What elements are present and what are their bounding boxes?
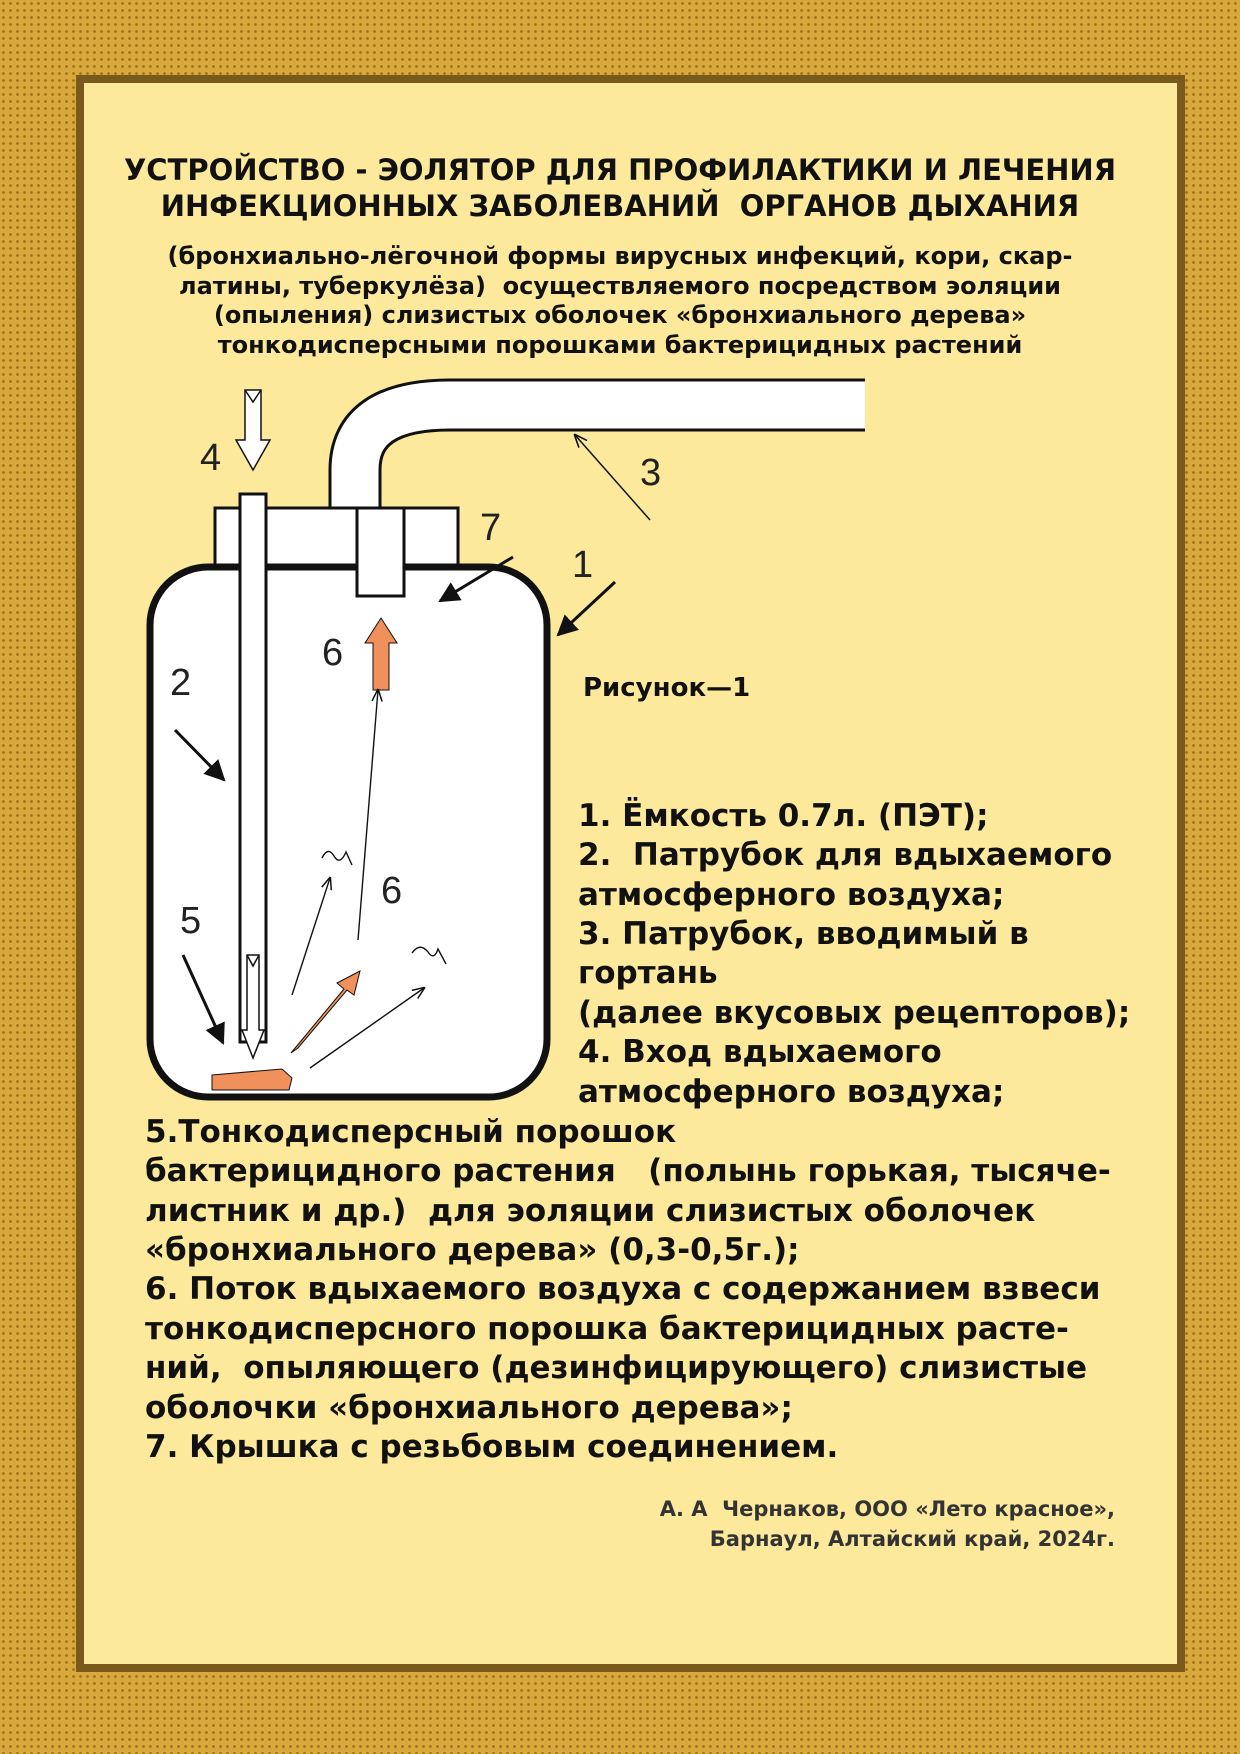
legend-item: атмосферного воздуха; — [578, 1073, 1005, 1110]
legend-item: оболочки «бронхиального дерева»; — [145, 1389, 793, 1426]
legend-item: 6. Поток вдыхаемого воздуха с содержанием взвеси — [145, 1271, 1101, 1308]
label-4: 4 — [200, 437, 222, 479]
author-line: А. А Чернаков, ООО «Лето красное», — [659, 1497, 1115, 1521]
author-line: Барнаул, Алтайский край, 2024г. — [709, 1527, 1115, 1552]
author-credit — [660, 1494, 1115, 1555]
label-6-top: 6 — [322, 632, 344, 674]
legend-item: 7. Крышка с резьбовым соединением. — [145, 1428, 839, 1465]
legend-item: атмосферного воздуха; — [578, 876, 1005, 913]
subtitle-line: (опыления) слизистых оболочек «бронхиального дерева» — [213, 301, 1027, 330]
label-6-mid: 6 — [381, 870, 403, 912]
label-2: 2 — [170, 662, 192, 704]
legend-item: 4. Вход вдыхаемого — [578, 1034, 942, 1071]
legend-item: листник и др.) для эоляции слизистых оболочек — [145, 1192, 1036, 1229]
subtitle-line: латины, туберкулёза) осуществляемого посредством эоляции — [179, 271, 1061, 300]
pointer-arrow-1 — [558, 582, 615, 635]
subtitle-line: тонкодисперсными порошками бактерицидных растений — [217, 330, 1023, 359]
title-line: УСТРОЙСТВО - ЭОЛЯТОР ДЛЯ ПРОФИЛАКТИКИ И ЛЕЧЕНИЯ — [123, 153, 1117, 187]
legend-item: гортань — [578, 955, 718, 992]
legend-item: 3. Патрубок, вводимый в — [578, 916, 1029, 953]
legend-item: «бронхиального дерева» (0,3-0,5г.); — [145, 1232, 800, 1269]
legend-item: бактерицидного растения (полынь горькая, тысяче- — [145, 1153, 1111, 1190]
label-7: 7 — [480, 507, 502, 549]
outlet-tube-collar — [357, 508, 404, 596]
legend-item: 1. Ёмкость 0.7л. (ПЭТ); — [578, 798, 989, 834]
legend-list-top — [578, 797, 1130, 1112]
legend-item: ний, опыляющего (дезинфицирующего) слизистые — [145, 1350, 1088, 1387]
legend-item: (далее вкусовых рецепторов); — [578, 994, 1131, 1031]
legend-list-bottom — [145, 1113, 1111, 1467]
pointer-arrow-3 — [575, 435, 650, 520]
title-line: ИНФЕКЦИОННЫХ ЗАБОЛЕВАНИЙ ОРГАНОВ ДЫХАНИЯ — [160, 189, 1080, 224]
container-body — [150, 567, 547, 1097]
label-5: 5 — [180, 900, 202, 942]
figure-caption: Рисунок—1 — [583, 673, 751, 703]
legend-item: 5.Тонкодисперсный порошок — [145, 1114, 677, 1150]
outlet-tube-inner — [355, 405, 865, 512]
label-1: 1 — [572, 544, 594, 586]
legend-item: тонкодисперсного порошка бактерицидных расте- — [145, 1310, 1069, 1347]
label-3: 3 — [640, 452, 662, 494]
legend-item: 2. Патрубок для вдыхаемого — [578, 837, 1113, 874]
subtitle-line: (бронхиально-лёгочной формы вирусных инфекций, кори, скар- — [167, 242, 1073, 270]
